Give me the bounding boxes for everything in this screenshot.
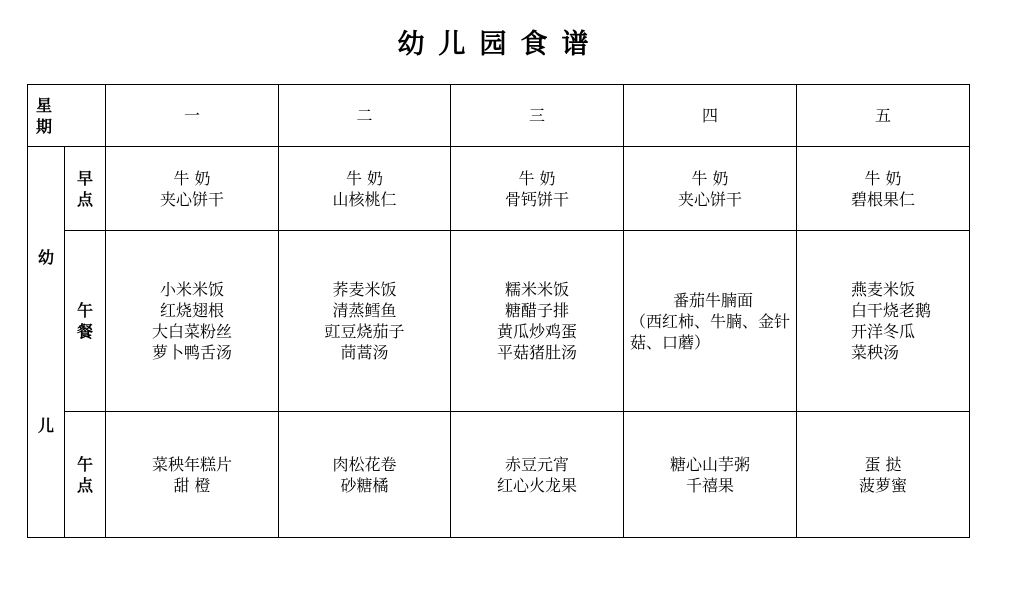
menu-cell-breakfast-tue: 牛 奶 山核桃仁	[279, 147, 451, 231]
page-title: 幼儿园食谱	[397, 29, 603, 60]
menu-cell-lunch-wed: 糯米米饭 糖醋子排 黄瓜炒鸡蛋 平菇猪肚汤	[451, 231, 624, 412]
menu-cell-lunch-tue: 荞麦米饭 清蒸鳕鱼 豇豆烧茄子 茼蒿汤	[279, 231, 451, 412]
menu-cell-breakfast-fri: 牛 奶 碧根果仁	[797, 147, 970, 231]
header-row	[28, 85, 970, 147]
table-row-snack	[28, 412, 970, 538]
table-row-lunch	[28, 231, 970, 412]
group-label-char-1: 幼	[37, 248, 54, 267]
menu-cell-snack-mon: 菜秧年糕片 甜 橙	[106, 412, 279, 538]
menu-cell-breakfast-mon: 牛 奶 夹心饼干	[106, 147, 279, 231]
week-label: 星 期	[28, 85, 106, 147]
menu-table	[27, 84, 970, 538]
menu-cell-breakfast-wed: 牛 奶 骨钙饼干	[451, 147, 624, 231]
menu-cell-snack-tue: 肉松花卷 砂糖橘	[279, 412, 451, 538]
day-header-tue: 二	[279, 85, 451, 147]
day-header-thu: 四	[624, 85, 797, 147]
day-header-fri: 五	[797, 85, 970, 147]
menu-cell-snack-thu: 糖心山芋粥 千禧果	[624, 412, 797, 538]
day-header-mon: 一	[106, 85, 279, 147]
meal-label-lunch: 午 餐	[65, 231, 106, 412]
meal-label-snack: 午 点	[65, 412, 106, 538]
menu-cell-snack-wed: 赤豆元宵 红心火龙果	[451, 412, 624, 538]
meal-label-breakfast: 早 点	[65, 147, 106, 231]
menu-cell-lunch-fri: 燕麦米饭 白干烧老鹅 开洋冬瓜 菜秧汤	[797, 231, 970, 412]
table-row-breakfast	[28, 147, 970, 231]
group-label	[28, 147, 65, 538]
day-header-wed: 三	[451, 85, 624, 147]
menu-cell-lunch-thu: 番茄牛腩面 （西红柿、牛腩、金针 菇、口蘑）	[624, 231, 797, 412]
menu-cell-lunch-mon: 小米米饭 红烧翅根 大白菜粉丝 萝卜鸭舌汤	[106, 231, 279, 412]
menu-cell-snack-fri: 蛋 挞 菠萝蜜	[797, 412, 970, 538]
menu-cell-breakfast-thu: 牛 奶 夹心饼干	[624, 147, 797, 231]
group-label-char-2: 儿	[37, 416, 54, 435]
